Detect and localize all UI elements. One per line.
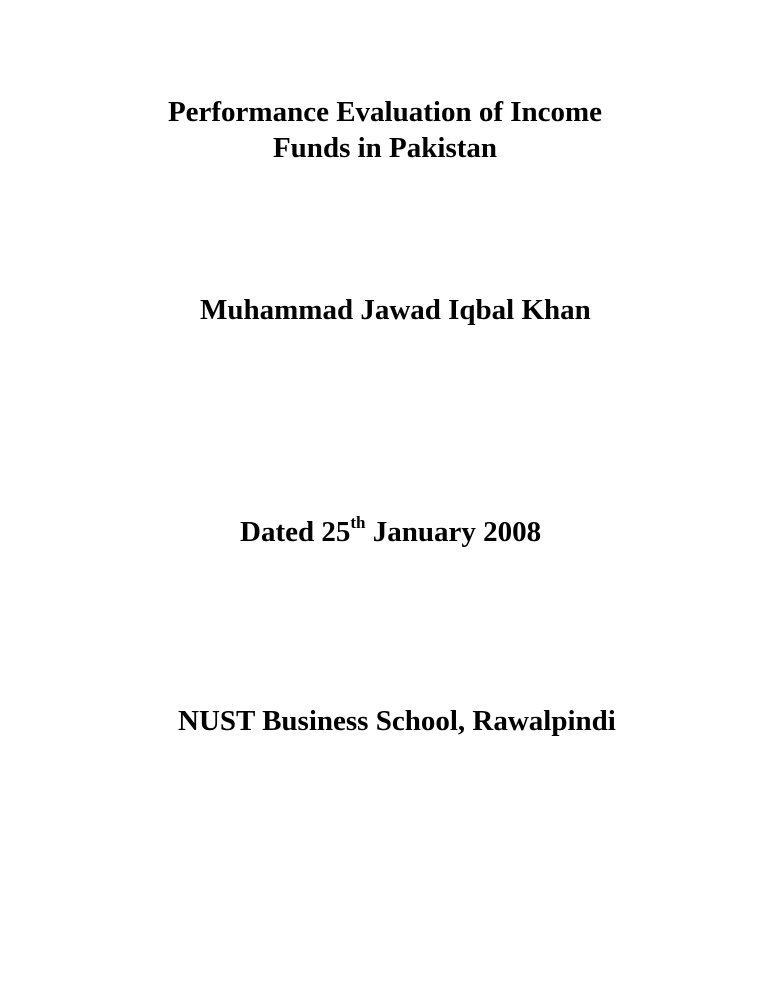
- date-rest: January 2008: [365, 516, 542, 548]
- document-title: [150, 94, 620, 166]
- institution-name: NUST Business School, Rawalpindi: [178, 705, 616, 737]
- date-prefix: Dated 25: [240, 516, 351, 548]
- document-date: [240, 514, 541, 550]
- title-line-2: Funds in Pakistan: [272, 132, 498, 164]
- date-ordinal-suffix: th: [350, 513, 366, 532]
- title-line-1: Performance Evaluation of Income: [167, 96, 603, 128]
- author-name: Muhammad Jawad Iqbal Khan: [200, 294, 591, 326]
